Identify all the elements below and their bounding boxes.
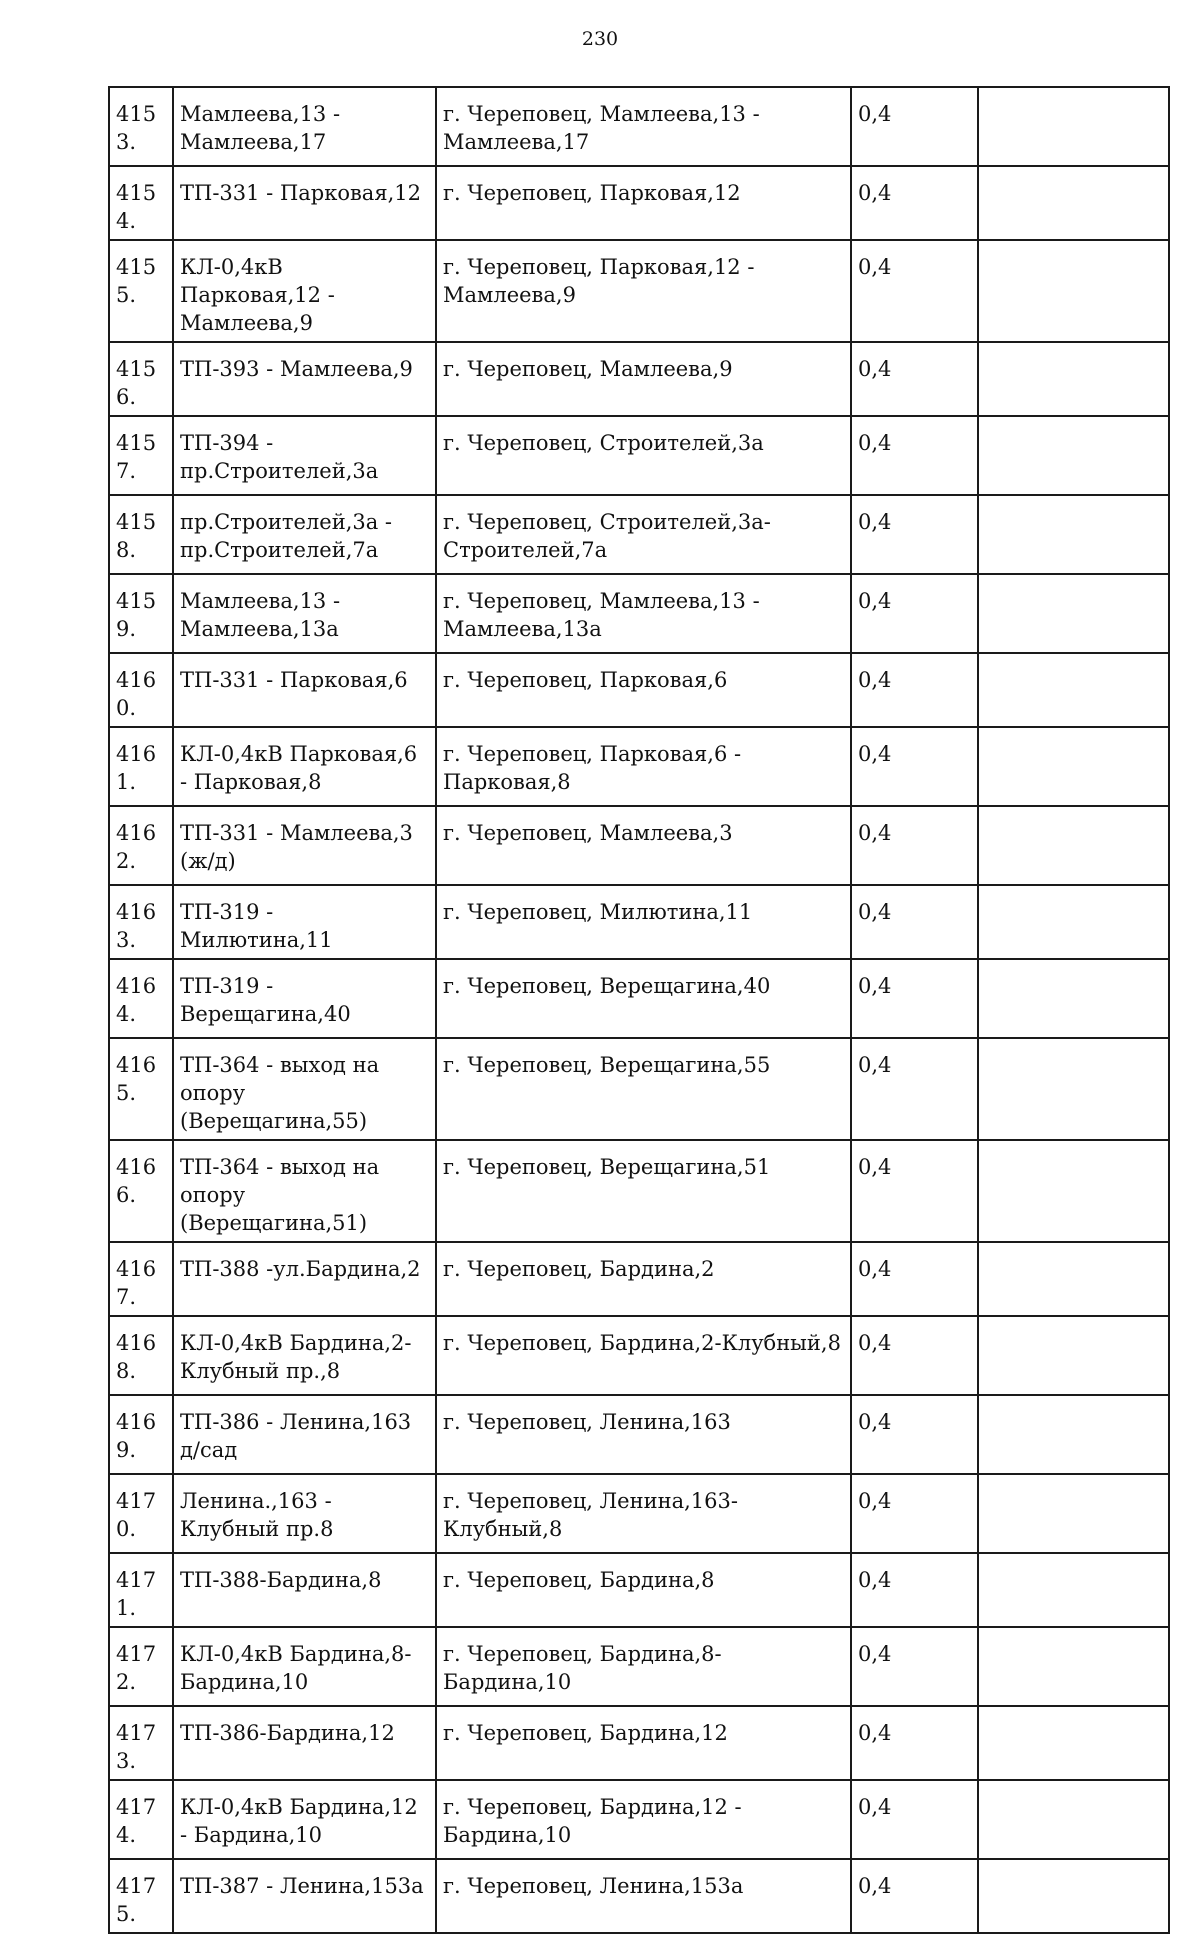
voltage-cell: 0,4 [851,574,978,653]
row-number: 4155. [109,240,173,342]
table-row [109,727,1169,806]
registry-table [108,86,1170,1934]
note-cell [978,240,1169,342]
table-row [109,1474,1169,1553]
row-number: 4165. [109,1038,173,1140]
note-cell [978,416,1169,495]
voltage-cell: 0,4 [851,166,978,240]
row-number: 4168. [109,1316,173,1395]
table-row [109,1780,1169,1859]
table-row [109,87,1169,166]
line-name: пр.Строителей,3а - пр.Строителей,7а [173,495,436,574]
line-name: ТП-364 - выход на опору (Верещагина,51) [173,1140,436,1242]
row-number: 4174. [109,1780,173,1859]
line-name: ТП-364 - выход на опору (Верещагина,55) [173,1038,436,1140]
table-row [109,1627,1169,1706]
row-number: 4173. [109,1706,173,1780]
line-address: г. Череповец, Бардина,8-Бардина,10 [436,1627,851,1706]
line-address: г. Череповец, Верещагина,40 [436,959,851,1038]
line-name: ТП-319 - Милютина,11 [173,885,436,959]
voltage-cell: 0,4 [851,959,978,1038]
row-number: 4170. [109,1474,173,1553]
table-row [109,653,1169,727]
table-row [109,1553,1169,1627]
line-address: г. Череповец, Парковая,12 [436,166,851,240]
note-cell [978,806,1169,885]
row-number: 4175. [109,1859,173,1933]
row-number: 4163. [109,885,173,959]
note-cell [978,1859,1169,1933]
row-number: 4166. [109,1140,173,1242]
row-number: 4172. [109,1627,173,1706]
voltage-cell: 0,4 [851,885,978,959]
note-cell [978,1140,1169,1242]
line-name: КЛ-0,4кВ Бардина,2-Клубный пр.,8 [173,1316,436,1395]
line-name: ТП-386-Бардина,12 [173,1706,436,1780]
voltage-cell: 0,4 [851,240,978,342]
table-row [109,1038,1169,1140]
line-address: г. Череповец, Строителей,3а-Строителей,7а [436,495,851,574]
line-name: ТП-319 - Верещагина,40 [173,959,436,1038]
row-number: 4154. [109,166,173,240]
table-row [109,416,1169,495]
line-name: ТП-331 - Парковая,6 [173,653,436,727]
voltage-cell: 0,4 [851,1474,978,1553]
line-name: Мамлеева,13 - Мамлеева,13а [173,574,436,653]
line-name: КЛ-0,4кВ Парковая,6 - Парковая,8 [173,727,436,806]
voltage-cell: 0,4 [851,495,978,574]
note-cell [978,166,1169,240]
voltage-cell: 0,4 [851,1553,978,1627]
line-address: г. Череповец, Бардина,2 [436,1242,851,1316]
table-row [109,1242,1169,1316]
table-row [109,166,1169,240]
note-cell [978,1553,1169,1627]
note-cell [978,1627,1169,1706]
table-row [109,1140,1169,1242]
line-address: г. Череповец, Бардина,2-Клубный,8 [436,1316,851,1395]
voltage-cell: 0,4 [851,1242,978,1316]
line-address: г. Череповец, Милютина,11 [436,885,851,959]
line-name: Ленина.,163 - Клубный пр.8 [173,1474,436,1553]
voltage-cell: 0,4 [851,1140,978,1242]
line-name: Мамлеева,13 - Мамлеева,17 [173,87,436,166]
note-cell [978,1706,1169,1780]
row-number: 4164. [109,959,173,1038]
table-row [109,885,1169,959]
line-address: г. Череповец, Бардина,12 - Бардина,10 [436,1780,851,1859]
note-cell [978,1038,1169,1140]
line-name: ТП-331 - Мамлеева,3 (ж/д) [173,806,436,885]
table-row [109,806,1169,885]
note-cell [978,495,1169,574]
table-row [109,1859,1169,1933]
line-address: г. Череповец, Мамлеева,9 [436,342,851,416]
page-number: 230 [581,28,619,50]
voltage-cell: 0,4 [851,806,978,885]
line-address: г. Череповец, Мамлеева,13 - Мамлеева,13а [436,574,851,653]
line-address: г. Череповец, Парковая,6 [436,653,851,727]
row-number: 4169. [109,1395,173,1474]
row-number: 4167. [109,1242,173,1316]
line-name: ТП-394 - пр.Строителей,3а [173,416,436,495]
line-name: ТП-393 - Мамлеева,9 [173,342,436,416]
line-name: КЛ-0,4кВ Парковая,12 - Мамлеева,9 [173,240,436,342]
table-row [109,1316,1169,1395]
voltage-cell: 0,4 [851,653,978,727]
line-name: ТП-388-Бардина,8 [173,1553,436,1627]
table-row [109,959,1169,1038]
row-number: 4159. [109,574,173,653]
voltage-cell: 0,4 [851,416,978,495]
voltage-cell: 0,4 [851,87,978,166]
line-name: ТП-387 - Ленина,153а [173,1859,436,1933]
note-cell [978,1395,1169,1474]
line-address: г. Череповец, Верещагина,51 [436,1140,851,1242]
line-address: г. Череповец, Ленина,163 [436,1395,851,1474]
row-number: 4157. [109,416,173,495]
voltage-cell: 0,4 [851,1627,978,1706]
voltage-cell: 0,4 [851,1395,978,1474]
line-address: г. Череповец, Ленина,163-Клубный,8 [436,1474,851,1553]
line-name: КЛ-0,4кВ Бардина,12 - Бардина,10 [173,1780,436,1859]
note-cell [978,342,1169,416]
note-cell [978,959,1169,1038]
row-number: 4153. [109,87,173,166]
note-cell [978,1316,1169,1395]
row-number: 4162. [109,806,173,885]
voltage-cell: 0,4 [851,727,978,806]
note-cell [978,885,1169,959]
row-number: 4156. [109,342,173,416]
note-cell [978,1242,1169,1316]
line-address: г. Череповец, Верещагина,55 [436,1038,851,1140]
note-cell [978,727,1169,806]
note-cell [978,1474,1169,1553]
line-address: г. Череповец, Ленина,153а [436,1859,851,1933]
table-row [109,240,1169,342]
note-cell [978,1780,1169,1859]
voltage-cell: 0,4 [851,1706,978,1780]
table-row [109,1395,1169,1474]
line-address: г. Череповец, Строителей,3а [436,416,851,495]
note-cell [978,653,1169,727]
table-row [109,1706,1169,1780]
voltage-cell: 0,4 [851,1038,978,1140]
line-name: КЛ-0,4кВ Бардина,8-Бардина,10 [173,1627,436,1706]
note-cell [978,87,1169,166]
note-cell [978,574,1169,653]
row-number: 4171. [109,1553,173,1627]
voltage-cell: 0,4 [851,1316,978,1395]
table-row [109,495,1169,574]
row-number: 4158. [109,495,173,574]
line-address: г. Череповец, Парковая,6 - Парковая,8 [436,727,851,806]
line-address: г. Череповец, Мамлеева,3 [436,806,851,885]
line-address: г. Череповец, Бардина,12 [436,1706,851,1780]
voltage-cell: 0,4 [851,1859,978,1933]
line-address: г. Череповец, Мамлеева,13 - Мамлеева,17 [436,87,851,166]
line-name: ТП-388 -ул.Бардина,2 [173,1242,436,1316]
voltage-cell: 0,4 [851,1780,978,1859]
line-address: г. Череповец, Парковая,12 - Мамлеева,9 [436,240,851,342]
table-row [109,342,1169,416]
voltage-cell: 0,4 [851,342,978,416]
row-number: 4160. [109,653,173,727]
line-name: ТП-386 - Ленина,163 д/сад [173,1395,436,1474]
line-address: г. Череповец, Бардина,8 [436,1553,851,1627]
table-row [109,574,1169,653]
row-number: 4161. [109,727,173,806]
line-name: ТП-331 - Парковая,12 [173,166,436,240]
